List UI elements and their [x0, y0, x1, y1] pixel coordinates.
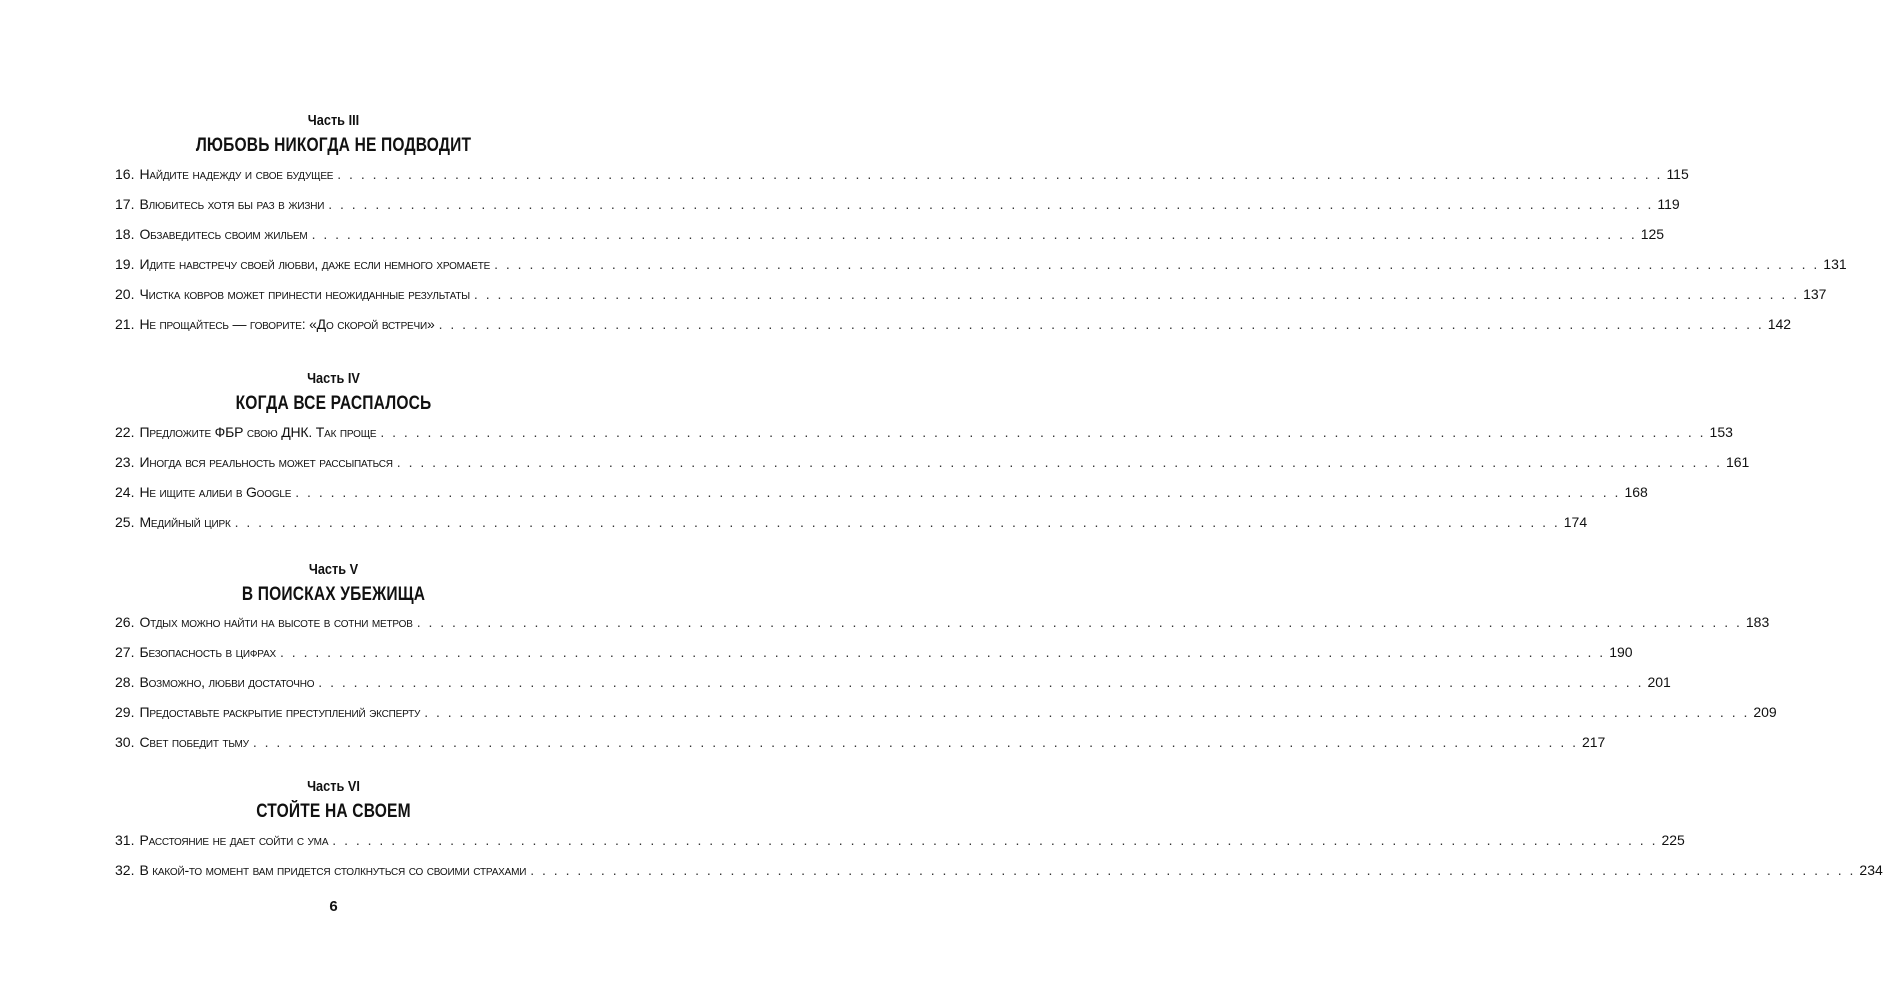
entry-number: 29.	[115, 704, 135, 720]
entry-number: 23.	[115, 454, 135, 470]
entry-page: 115	[1666, 166, 1689, 182]
toc-entry[interactable]	[115, 226, 1665, 256]
toc-entry[interactable]	[115, 316, 1792, 346]
entry-number: 26.	[115, 614, 135, 630]
part-label: Часть VI	[307, 778, 360, 795]
dot-leader	[318, 674, 1643, 690]
toc-entry[interactable]	[115, 734, 1606, 764]
dot-leader	[332, 832, 1657, 848]
entry-title: Идите навстречу своей любви, даже если немного хромаете	[139, 256, 491, 272]
page-number: 6	[329, 898, 338, 915]
toc-entry[interactable]	[115, 484, 1648, 514]
entry-title: Предложите ФБР свою ДНК. Так проще	[139, 424, 377, 440]
entry-title: В какой-то момент вам придется столкнуться со своими страхами	[139, 862, 527, 878]
entry-page: 131	[1823, 256, 1847, 272]
dot-leader	[253, 734, 1578, 750]
entry-page: 161	[1725, 454, 1750, 470]
entry-page: 234	[1859, 862, 1883, 878]
entry-title: Возможно, любви достаточно	[139, 674, 315, 690]
dot-leader	[439, 316, 1764, 332]
toc-entry[interactable]	[115, 704, 1777, 734]
toc-list-part-6	[115, 832, 1883, 892]
toc-entry[interactable]	[115, 614, 1770, 644]
part-title: В ПОИСКАХ УБЕЖИЩА	[241, 584, 426, 605]
dot-leader	[328, 196, 1653, 212]
toc-entry[interactable]	[115, 454, 1750, 484]
entry-number: 17.	[115, 196, 135, 212]
dot-leader	[380, 424, 1705, 440]
toc-entry[interactable]	[115, 256, 1847, 286]
entry-number: 24.	[115, 484, 135, 500]
entry-page: 174	[1563, 514, 1588, 530]
toc-entry[interactable]	[115, 644, 1633, 674]
entry-page: 190	[1609, 644, 1633, 660]
part-3-header	[0, 112, 667, 158]
entry-title: Расстояние не дает сойти с ума	[139, 832, 329, 848]
entry-page: 125	[1640, 226, 1665, 242]
entry-title: Иногда вся реальность может рассыпаться	[139, 454, 393, 470]
entry-number: 27.	[115, 644, 135, 660]
entry-title: Безопасность в цифрах	[139, 644, 277, 660]
part-label: Часть III	[307, 112, 360, 129]
dot-leader	[417, 614, 1742, 630]
entry-title: Не ищите алиби в Google	[139, 484, 292, 500]
entry-number: 31.	[115, 832, 135, 848]
entry-title: Влюбитесь хотя бы раз в жизни	[139, 196, 325, 212]
entry-title: Чистка ковров может принести неожиданные результаты	[139, 286, 470, 302]
dot-leader	[235, 514, 1560, 530]
entry-title: Не прощайтесь — говорите: «До скорой встречи»	[139, 316, 435, 332]
entry-number: 25.	[115, 514, 135, 530]
entry-title: Свет победит тьму	[139, 734, 249, 750]
entry-number: 19.	[115, 256, 135, 272]
part-4-header	[0, 370, 667, 416]
entry-number: 16.	[115, 166, 135, 182]
dot-leader	[312, 226, 1637, 242]
entry-number: 21.	[115, 316, 135, 332]
entry-title: Обзаведитесь своим жильем	[139, 226, 308, 242]
entry-number: 28.	[115, 674, 135, 690]
toc-entry[interactable]	[115, 196, 1680, 226]
entry-number: 32.	[115, 862, 135, 878]
entry-page: 119	[1657, 196, 1680, 212]
toc-list-part-5	[115, 614, 1777, 764]
entry-title: Предоставьте раскрытие преступлений эксперту	[139, 704, 421, 720]
dot-leader	[295, 484, 1620, 500]
toc-list-part-3	[115, 166, 1847, 346]
part-label: Часть IV	[307, 370, 360, 387]
toc-entry[interactable]	[115, 862, 1883, 892]
part-label: Часть V	[308, 561, 359, 578]
toc-entry[interactable]	[115, 514, 1588, 544]
part-6-header	[0, 778, 667, 824]
entry-page: 183	[1745, 614, 1770, 630]
entry-number: 30.	[115, 734, 135, 750]
entry-number: 20.	[115, 286, 135, 302]
dot-leader	[474, 286, 1799, 302]
toc-entry[interactable]	[115, 424, 1733, 454]
entry-page: 168	[1624, 484, 1648, 500]
toc-entry[interactable]	[115, 674, 1671, 704]
part-title: СТОЙТЕ НА СВОЕМ	[256, 801, 411, 822]
toc-entry[interactable]	[115, 832, 1685, 862]
dot-leader	[280, 644, 1605, 660]
toc-list-part-4	[115, 424, 1750, 544]
entry-page: 153	[1709, 424, 1733, 440]
dot-leader	[337, 166, 1662, 182]
entry-page: 137	[1803, 286, 1827, 302]
toc-entry[interactable]	[115, 166, 1689, 196]
dot-leader	[530, 862, 1855, 878]
entry-page: 142	[1767, 316, 1792, 332]
part-5-header	[0, 561, 667, 607]
entry-title: Отдых можно найти на высоте в сотни метров	[139, 614, 413, 630]
entry-page: 217	[1581, 734, 1606, 750]
entry-page: 209	[1753, 704, 1777, 720]
entry-page: 201	[1647, 674, 1671, 690]
dot-leader	[397, 454, 1722, 470]
part-title: КОГДА ВСЕ РАСПАЛОСЬ	[235, 393, 432, 414]
entry-title: Найдите надежду и свое будущее	[139, 166, 334, 182]
dot-leader	[424, 704, 1749, 720]
part-title: ЛЮБОВЬ НИКОГДА НЕ ПОДВОДИТ	[195, 135, 472, 156]
entry-title: Медийный цирк	[139, 514, 231, 530]
dot-leader	[494, 256, 1819, 272]
entry-number: 22.	[115, 424, 135, 440]
entry-number: 18.	[115, 226, 135, 242]
entry-page: 225	[1661, 832, 1685, 848]
toc-entry[interactable]	[115, 286, 1827, 316]
